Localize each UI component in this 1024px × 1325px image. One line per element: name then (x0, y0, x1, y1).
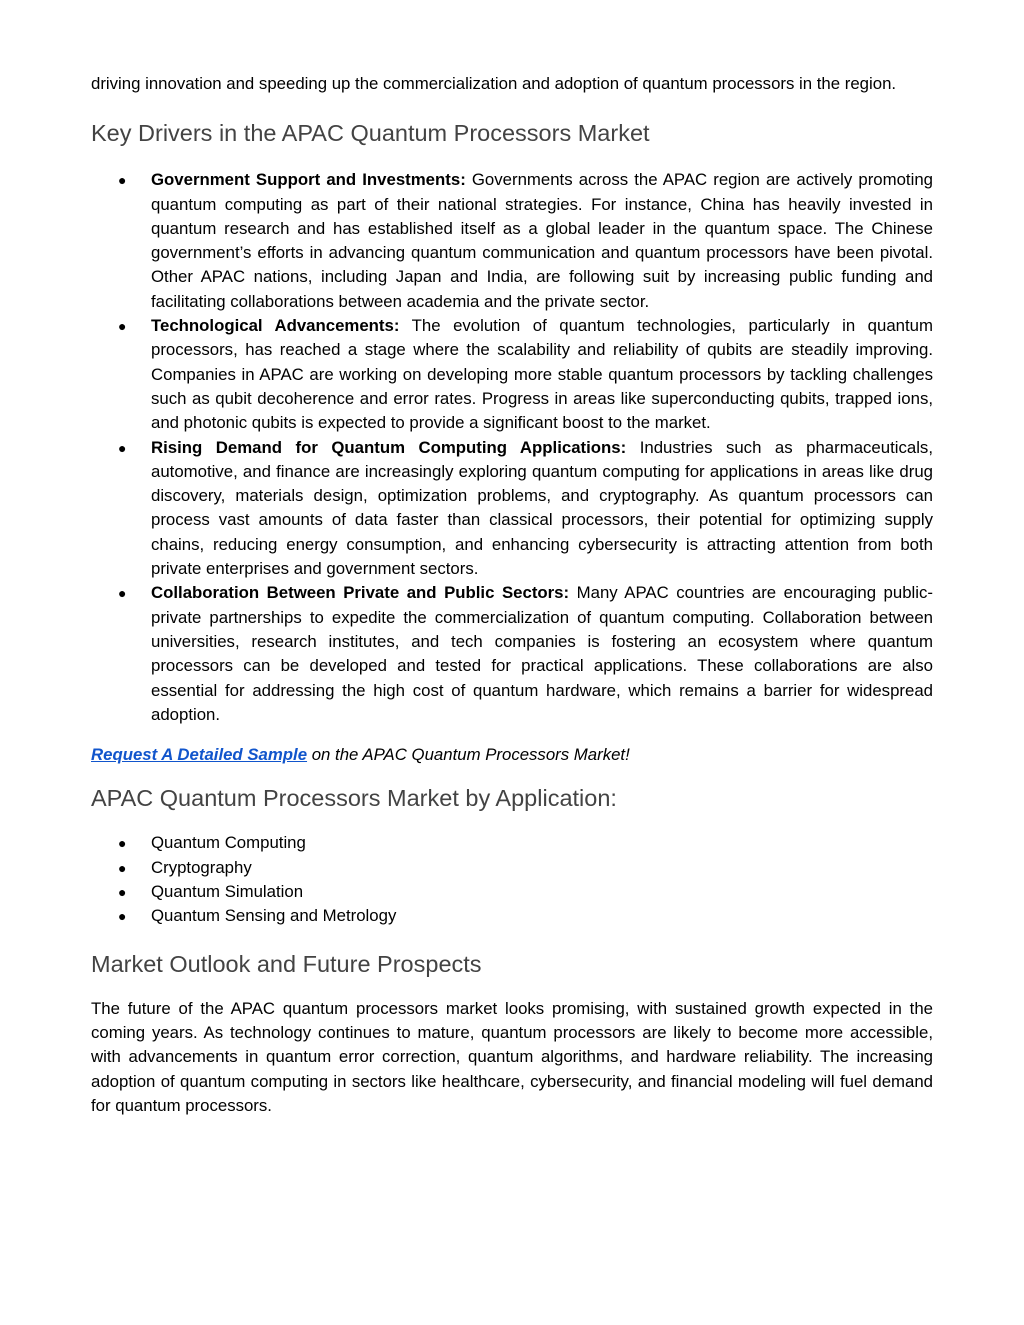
driver-title: Collaboration Between Private and Public Sectors: (151, 583, 570, 603)
list-item (91, 831, 933, 855)
list-item (91, 314, 933, 435)
bullet-icon: ● (118, 439, 127, 456)
intro-continuation: driving innovation and speeding up the commercialization and adoption of quantum processors in the region. (91, 74, 897, 93)
sample-request-suffix: on the APAC Quantum Processors Market! (307, 745, 630, 765)
list-item (91, 880, 933, 904)
outlook-paragraph: The future of the APAC quantum processors market looks promising, with sustained growth expected in the coming years. As technology continues to mature, quantum processors are likely to become more accessible, with advancements in quantum error correction, quantum algorithms, and hardware reliability. The increasing adoption of quantum computing in sectors like healthcare, cybersecurity, and financial modeling will fuel demand for quantum processors. (91, 998, 933, 1115)
bullet-icon: ● (118, 318, 127, 335)
applications-heading: APAC Quantum Processors Market by Application: (91, 785, 617, 812)
list-item (91, 581, 933, 727)
application-label: Quantum Simulation (151, 882, 304, 902)
drivers-list (91, 168, 933, 727)
driver-title: Technological Advancements: (151, 316, 400, 336)
application-label: Quantum Computing (151, 833, 306, 853)
driver-text: Many APAC countries are encouraging public-private partnerships to expedite the commercialization of quantum computing. Collaboration between universities, research institutes, and tech companies is fostering an ecosystem where quantum processors can be developed and tested for practical applications. These collaborations are also essential for addressing the high cost of quantum hardware, which remains a barrier for widespread adoption. (151, 583, 933, 724)
document-page (91, 72, 933, 1118)
request-sample-link[interactable]: Request A Detailed Sample (91, 745, 308, 765)
driver-text: Industries such as pharmaceuticals, automotive, and finance are increasingly exploring quantum computing for applications in areas like drug discovery, materials design, optimization problems, and cryptography. As quantum processors can process vast amounts of data faster than classical processors, their potential for optimizing supply chains, reducing energy consumption, and enhancing cybersecurity is attracting attention from both private enterprises and government sectors. (151, 437, 933, 579)
drivers-heading: Key Drivers in the APAC Quantum Processors Market (91, 120, 650, 147)
application-label: Cryptography (151, 857, 252, 877)
driver-text: The evolution of quantum technologies, particularly in quantum processors, has reached a stage where the scalability and reliability of qubits are steadily improving. Companies in APAC are working on developing more stable quantum processors by tackling challenges such as qubit decoherence and error rates. Progress in areas like superconducting qubits, trapped ions, and photonic qubits is expected to provide a significant boost to the market. (151, 316, 933, 433)
bullet-icon: ● (118, 835, 127, 852)
bullet-icon: ● (118, 908, 127, 925)
list-item (91, 856, 933, 880)
bullet-icon: ● (118, 172, 127, 189)
bullet-icon: ● (118, 585, 127, 602)
bullet-icon: ● (118, 859, 127, 876)
outlook-heading: Market Outlook and Future Prospects (91, 950, 482, 977)
driver-title: Rising Demand for Quantum Computing Applications: (151, 437, 627, 457)
list-item (91, 436, 933, 582)
application-label: Quantum Sensing and Metrology (151, 906, 397, 926)
bullet-icon: ● (118, 884, 127, 901)
driver-text: Governments across the APAC region are actively promoting quantum computing as part of their national strategies. For instance, China has heavily invested in quantum research and has established itself as a global leader in the quantum space. The Chinese government’s efforts in advancing quantum communication and quantum processors have been pivotal. Other APAC nations, including Japan and India, are following suit by increasing public funding and facilitating collaborations between academia and the private sector. (151, 170, 933, 311)
list-item (91, 168, 933, 314)
driver-title: Government Support and Investments: (151, 170, 466, 190)
sample-request-line (91, 743, 933, 767)
applications-list (91, 831, 933, 928)
list-item (91, 904, 933, 928)
